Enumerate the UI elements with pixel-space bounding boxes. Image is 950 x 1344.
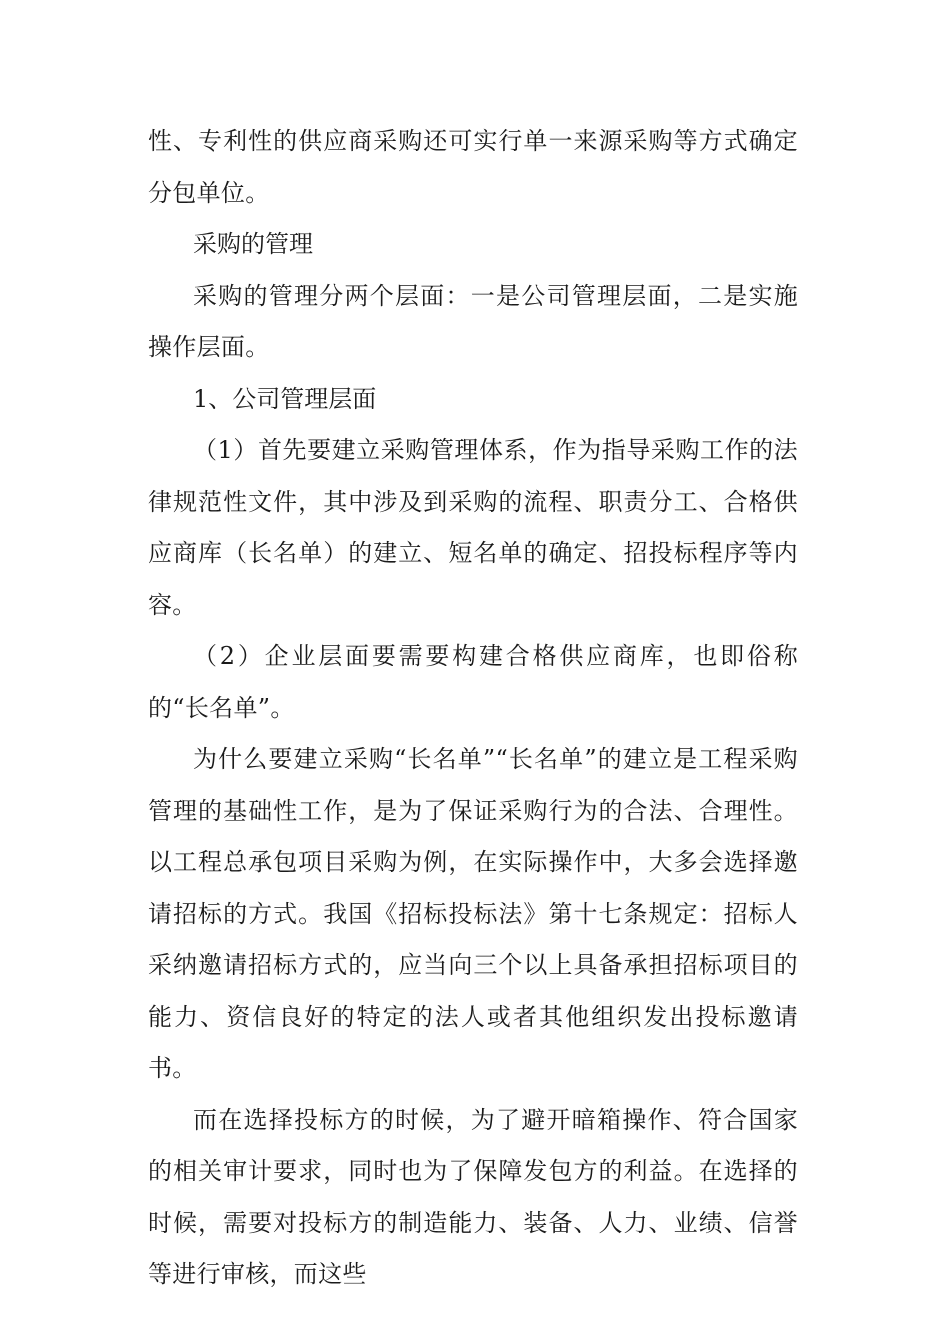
paragraph-item-2: （2）企业层面要需要构建合格供应商库，也即俗称的“长名单”。 [148,642,798,722]
paragraph-bidder-selection: 而在选择投标方的时候，为了避开暗箱操作、符合国家的相关审计要求，同时也为了保障发包方的利益。在选择的时候，需要对投标方的制造能力、装备、人力、业绩、信誉等进行审核，而这些 [148,1105,798,1288]
section-heading-procurement-management: 采购的管理 [193,230,313,258]
paragraph-management-levels: 采购的管理分两个层面：一是公司管理层面，二是实施操作层面。 [148,281,798,361]
document-page [148,116,798,1301]
section-heading-company-level: 1、公司管理层面 [193,384,377,413]
paragraph-long-list-reason: 为什么要建立采购“长名单”“长名单”的建立是工程采购管理的基础性工作，是为了保证采购行为的合法、合理性。以工程总承包项目采购为例，在实际操作中，大多会选择邀请招标的方式。我国《招标投标法》第十七条规定：招标人采纳邀请招标方式的，应当向三个以上具备承担招标项目的能力、资信良好的特定的法人或者其他组织发出投标邀请书。 [148,745,798,1082]
paragraph-continuation: 性、专利性的供应商采购还可实行单一来源采购等方式确定分包单位。 [148,127,798,207]
paragraph-item-1: （1）首先要建立采购管理体系，作为指导采购工作的法律规范性文件，其中涉及到采购的流程、职责分工、合格供应商库（长名单）的建立、短名单的确定、招投标程序等内容。 [148,436,798,619]
